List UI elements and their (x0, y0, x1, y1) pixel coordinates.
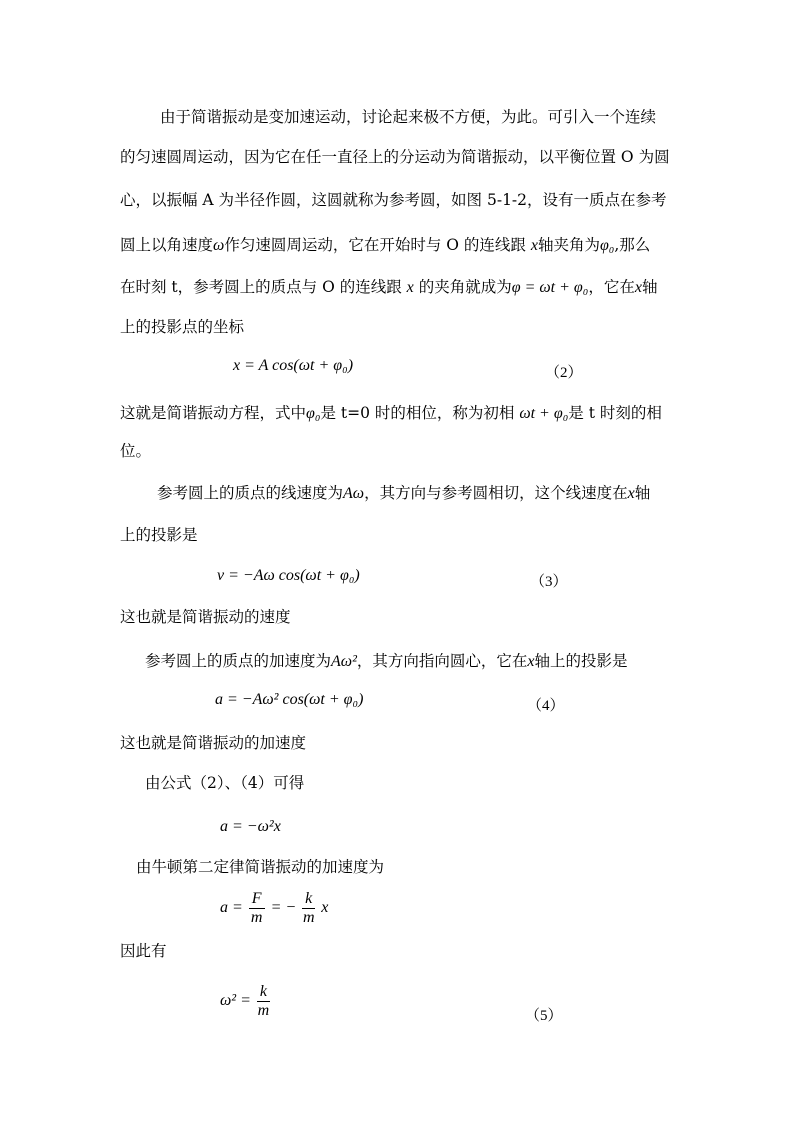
text-line: 因此有 (120, 942, 167, 960)
equation-newton (220, 890, 328, 927)
text-span: 轴上的投影是 (534, 652, 628, 670)
eq-part: = − (270, 899, 297, 917)
math-omega: ω (213, 237, 225, 254)
text-span: ，它在 (588, 278, 635, 296)
fraction-k-m (302, 890, 315, 927)
text-line: 这也就是简谐振动的加速度 (120, 734, 307, 752)
text-line (157, 483, 650, 504)
math-x: x (406, 279, 414, 296)
text-span: 轴 (641, 278, 658, 296)
text-line (120, 403, 662, 424)
text-span: 是 t 时刻的相 (568, 404, 662, 422)
equation-2 (233, 357, 353, 375)
math-x: x (627, 485, 635, 502)
math-phi0: φ₀ (599, 237, 615, 254)
denominator: m (250, 909, 263, 926)
denominator: m (257, 1002, 270, 1019)
text-span: 的夹角就成为 (418, 278, 512, 296)
text-line: 上的投影点的坐标 (120, 318, 245, 336)
eq-part: x (321, 899, 329, 917)
text-span: 参考圆上的质点的加速度为 (145, 652, 332, 670)
equation-text: x = A cos(ωt + φ₀) (233, 357, 354, 374)
equation-number: （5） (525, 1008, 563, 1024)
numerator: k (257, 983, 270, 1002)
text-line: 心，以振幅 A 为半径作圆，这圆就称为参考圆，如图 5-1-2，设有一质点在参考 (120, 191, 667, 209)
text-span: 圆上以角速度 (120, 236, 214, 254)
text-span: 在时刻 t，参考圆上的质点与 O 的连线跟 (120, 278, 402, 296)
text-span: ，其方向指向圆心，它在 (356, 652, 528, 670)
equation-4 (215, 691, 363, 709)
numerator: F (249, 890, 265, 909)
text-line: 由牛顿第二定律简谐振动的加速度为 (136, 858, 385, 876)
text-line: 这也就是简谐振动的速度 (120, 608, 291, 626)
text-span: 这就是简谐振动方程，式中 (120, 404, 307, 422)
denominator: m (302, 909, 315, 926)
text-line: 位。 (120, 442, 152, 460)
math-phi0: φ₀ (306, 405, 321, 422)
equation-number: （2） (545, 365, 583, 381)
equation-text: a = −Aω² cos(ωt + φ₀) (215, 691, 364, 708)
text-span: 作匀速圆周运动，它在开始时与 O 的连线跟 (224, 236, 526, 254)
fraction-k-m (257, 983, 270, 1020)
math-x: x (634, 279, 642, 296)
text-span: 轴夹角为 (537, 236, 600, 254)
equation-number: （3） (530, 574, 568, 590)
text-span: 是 t=0 时的相位，称为初相 (320, 404, 515, 422)
text-line: 由于简谐振动是变加速运动，讨论起来极不方便，为此。可引入一个连续 (160, 108, 657, 126)
eq-part: a = (220, 899, 243, 917)
fraction-F-m (249, 890, 265, 927)
equation-5 (220, 983, 272, 1020)
equation-text: a = −ω²x (220, 818, 281, 835)
math-A-omega2: Aω² (331, 653, 357, 670)
equation-a (220, 818, 281, 836)
text-span: ，其方向与参考圆相切，这个线速度在 (364, 484, 628, 502)
text-span: 参考圆上的质点的线速度为 (157, 484, 344, 502)
math-phase: φ = ωt + φ₀ (511, 279, 589, 296)
math-A-omega: Aω (343, 485, 365, 502)
numerator: k (302, 890, 315, 909)
text-line (120, 235, 650, 256)
math-omegat-phi0: ωt + φ₀ (519, 405, 569, 422)
text-span: 轴 (634, 484, 651, 502)
text-line: 的匀速圆周运动，因为它在任一直径上的分运动为简谐振动，以平衡位置 O 为圆 (120, 148, 670, 166)
text-line: 由公式（2）、（4）可得 (145, 774, 305, 792)
text-line: 上的投影是 (120, 526, 198, 544)
equation-3 (217, 567, 360, 585)
text-line (145, 651, 628, 672)
math-x: x (527, 653, 535, 670)
math-x: x (530, 237, 538, 254)
equation-number: （4） (527, 698, 565, 714)
equation-text: v = −Aω cos(ωt + φ₀) (217, 567, 360, 584)
text-span: ,那么 (614, 236, 651, 254)
eq-part: ω² = (220, 992, 251, 1010)
text-line (120, 277, 657, 298)
